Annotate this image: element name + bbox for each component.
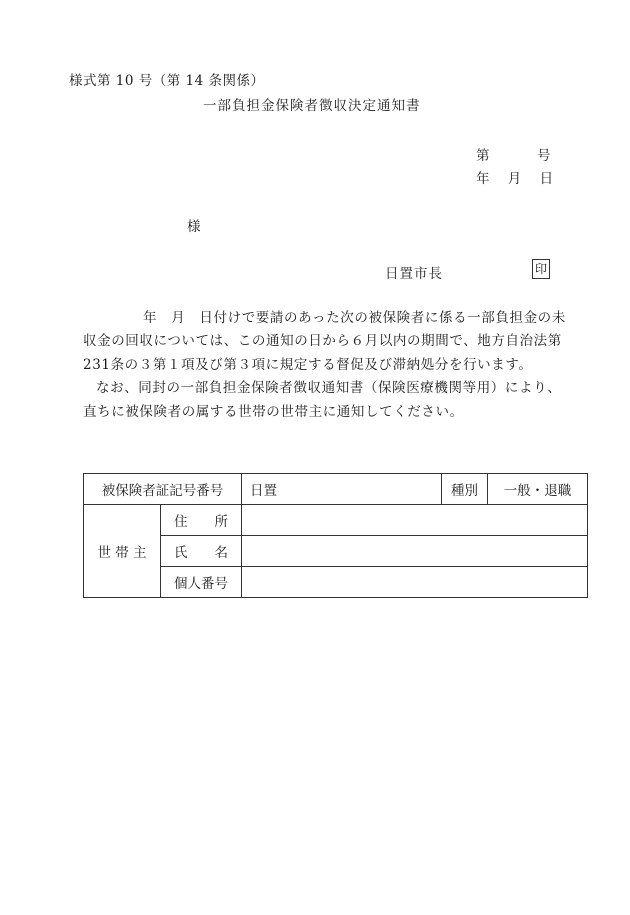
- issue-date: 年 月 日: [476, 171, 554, 187]
- document-title: 一部負担金保険者徴収決定通知書: [203, 98, 421, 114]
- addressee-honorific: 様: [187, 219, 201, 235]
- reference-number-prefix: 第: [476, 148, 490, 164]
- name-value: [242, 536, 588, 567]
- insured-info-table: [83, 473, 588, 598]
- table-row: [84, 505, 588, 536]
- table-row: [84, 474, 588, 505]
- name-label: 氏 名: [161, 536, 242, 567]
- notice-body: [83, 307, 571, 424]
- address-value: [242, 505, 588, 536]
- body-paragraph-1: 年 月 日付けで要請のあった次の被保険者に係る一部負担金の未収金の回収については、この通知の日から６月以内の期間で、地方自治法第 231条の３第１項及び第３項に規定する督促及び滞納処分を行います。: [83, 310, 566, 373]
- issuer-title: 日置市長: [385, 266, 443, 282]
- insured-number-value: 日置: [242, 474, 442, 505]
- household-head-label: 世 帯 主: [84, 505, 161, 598]
- type-label: 種別: [442, 474, 488, 505]
- seal-stamp: 印: [532, 259, 550, 279]
- address-label: 住 所: [161, 505, 242, 536]
- personal-number-value: [242, 567, 588, 598]
- type-value: 一般・退職: [488, 474, 588, 505]
- body-paragraph-2: なお、同封の一部負担金保険者徴収通知書（保険医療機関等用）により、直ちに被保険者の属する世帯の世帯主に通知してください。: [83, 380, 562, 420]
- personal-number-label: 個人番号: [161, 567, 242, 598]
- reference-number-suffix: 号: [537, 148, 551, 164]
- insured-number-label: 被保険者証記号番号: [84, 474, 242, 505]
- form-number: 様式第 10 号（第 14 条関係）: [69, 73, 265, 89]
